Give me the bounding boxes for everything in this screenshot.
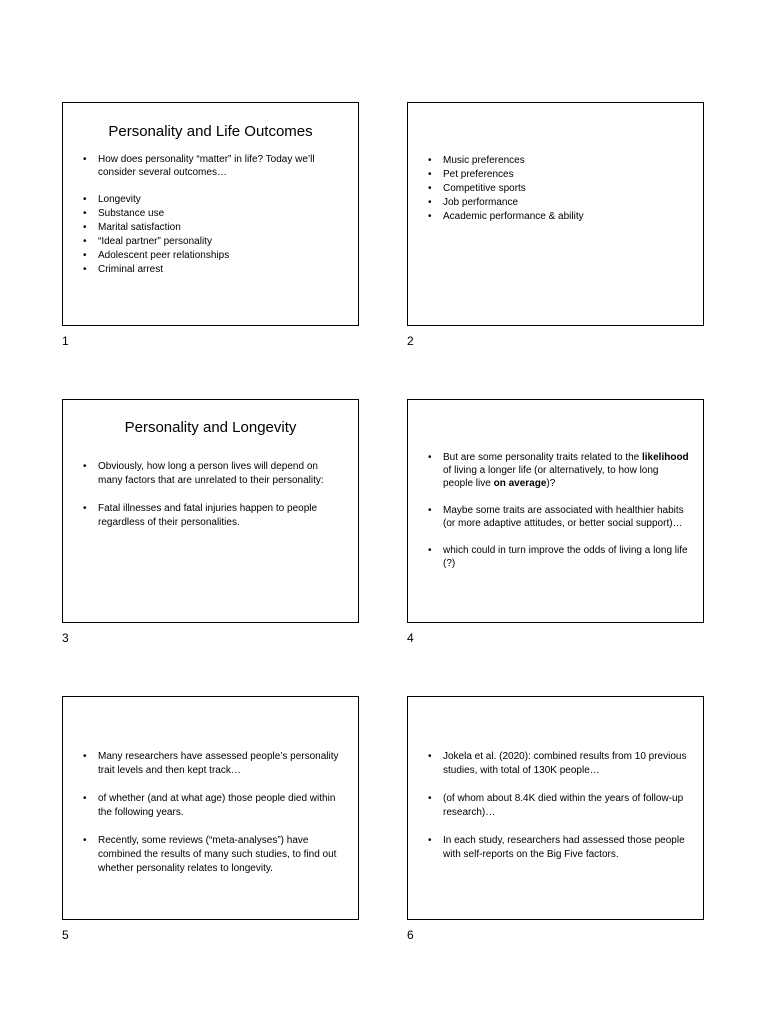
slide-3 — [62, 399, 359, 623]
list-item: • Substance use — [83, 207, 344, 221]
list-item: • Many researchers have assessed people’s personality trait levels and then kept track… — [83, 750, 344, 778]
list-item: • Pet preferences — [428, 168, 689, 182]
bullet-list — [428, 750, 689, 862]
slide-number: 4 — [407, 631, 414, 645]
bold-text: on average — [493, 478, 547, 489]
bullet-list — [83, 153, 344, 277]
slide-number: 1 — [62, 334, 69, 348]
list-item — [428, 451, 689, 490]
slide-number: 5 — [62, 928, 69, 942]
slide-5 — [62, 696, 359, 920]
bold-text: likelihood — [642, 452, 689, 463]
list-item: • “Ideal partner” personality — [83, 235, 344, 249]
list-item: • In each study, researchers had assessed those people with self-reports on the Big Five factors. — [428, 834, 689, 862]
text-run: )? — [546, 478, 556, 489]
list-item: • which could in turn improve the odds of living a long life (?) — [428, 544, 689, 570]
list-item: • Academic performance & ability — [428, 210, 689, 224]
list-item: • Obviously, how long a person lives will depend on many factors that are unrelated to their personality: — [83, 460, 344, 488]
text-run: of living a longer life (or alternatively, to how long people live — [443, 465, 659, 489]
bullet-list — [428, 451, 689, 570]
slide-6 — [407, 696, 704, 920]
text-run: But are some personality traits related to the — [443, 452, 642, 463]
slide-2 — [407, 102, 704, 326]
list-item: • Job performance — [428, 196, 689, 210]
list-item: • (of whom about 8.4K died within the years of follow-up research)… — [428, 792, 689, 820]
list-item: • Competitive sports — [428, 182, 689, 196]
slide-number: 3 — [62, 631, 69, 645]
slide-1 — [62, 102, 359, 326]
list-item: • Jokela et al. (2020): combined results from 10 previous studies, with total of 130K people… — [428, 750, 689, 778]
bullet-list — [428, 154, 689, 224]
bullet-list — [83, 750, 344, 876]
list-item: • Adolescent peer relationships — [83, 249, 344, 263]
list-item: • Marital satisfaction — [83, 221, 344, 235]
slide-number: 6 — [407, 928, 414, 942]
slide-title: Personality and Longevity — [124, 419, 297, 436]
list-item: • Recently, some reviews (“meta-analyses”) have combined the results of many such studies, to find out whether personality relates to longevity. — [83, 834, 344, 876]
list-item: • How does personality “matter” in life? Today we’ll consider several outcomes… — [83, 153, 344, 179]
slide-4 — [407, 399, 704, 623]
slide-number: 2 — [407, 334, 414, 348]
list-item: • Maybe some traits are associated with healthier habits (or more adaptive attitudes, or better social support)… — [428, 504, 689, 530]
list-item: • Music preferences — [428, 154, 689, 168]
list-item: • Criminal arrest — [83, 263, 344, 277]
bullet-list — [83, 460, 344, 530]
list-item: • Fatal illnesses and fatal injuries happen to people regardless of their personalities. — [83, 502, 344, 530]
list-item: • Longevity — [83, 193, 344, 207]
list-item: • of whether (and at what age) those people died within the following years. — [83, 792, 344, 820]
slide-title: Personality and Life Outcomes — [108, 123, 313, 140]
